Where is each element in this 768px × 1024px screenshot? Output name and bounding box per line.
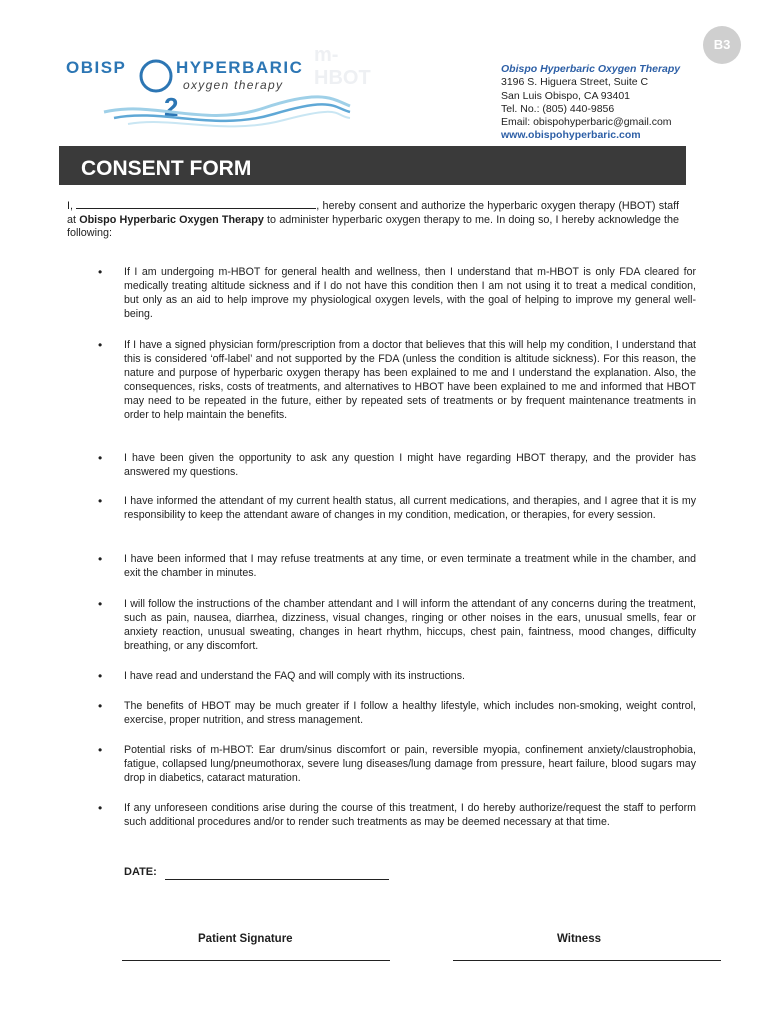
- witness-signature-label: Witness: [557, 933, 601, 945]
- date-field[interactable]: [165, 879, 389, 880]
- clinic-name: Obispo Hyperbaric Oxygen Therapy: [501, 63, 681, 75]
- patient-name-field[interactable]: [76, 198, 316, 209]
- intro-part2: to administer hyperbaric oxygen therapy to me. In doing so, I hereby acknowledge the following:: [67, 213, 680, 240]
- clinic-logo: [64, 44, 371, 130]
- logo-word-hyperbaric: HYPERBARIC: [176, 58, 304, 77]
- list-item: • I will follow the instructions of the chamber attendant and I will inform the attendant of any concerns during the treatment, such as pain, nausea, diarrhea, dizziness, visual changes, ringing or other noises in the ears, unusual smells, fear or anxiety reaction, unusual sweating, changes in heart rhythm, hiccups, chest pain, faintness, mood changes, difficulty breathing, or any discomfort.: [98, 597, 696, 653]
- list-item: • I have been given the opportunity to ask any question I might have regarding HBOT therapy, and the provider has answered my questions.: [98, 451, 696, 479]
- consent-intro: [67, 198, 679, 241]
- intro-clinic-name: Obispo Hyperbaric Oxygen Therapy: [79, 213, 264, 226]
- intro-part1: , hereby consent and authorize the hyperbaric oxygen therapy (HBOT) staff at: [67, 200, 679, 226]
- svg-text:2: 2: [164, 92, 179, 122]
- patient-signature-label: Patient Signature: [198, 933, 293, 945]
- list-item: • The benefits of HBOT may be much greater if I follow a healthy lifestyle, which includes non-smoking, weight control, exercise, proper nutrition, and stress management.: [98, 699, 696, 727]
- clinic-website-link[interactable]: www.obispohyperbaric.com: [501, 129, 641, 142]
- logo-tagline: oxygen therapy: [183, 78, 284, 92]
- clinic-address-line1: 3196 S. Higuera Street, Suite C: [501, 76, 649, 89]
- clinic-address-line2: San Luis Obispo, CA 93401: [501, 89, 631, 102]
- list-item: • I have read and understand the FAQ and will comply with its instructions.: [98, 669, 696, 683]
- clinic-email: Email: obispohyperbaric@gmail.com: [501, 116, 672, 129]
- list-item: • I have informed the attendant of my current health status, all current medications, and therapies, and I agree that it is my responsibility to keep the attendant aware of changes in my condition, medication, or therapies, for every session.: [98, 494, 696, 522]
- witness-signature-field[interactable]: [453, 960, 721, 961]
- list-item: • If any unforeseen conditions arise during the course of this treatment, I do hereby authorize/request the staff to perform such additional procedures and/or to render such treatments as may be deemed necessary at that time.: [98, 801, 696, 829]
- list-item: • If I am undergoing m-HBOT for general health and wellness, then I understand that m-HBOT is only FDA cleared for medically treating altitude sickness and if I do not have this condition then I am not using it to treat a medical condition, but only as an aid to help improve my physiological oxygen levels, with the goal of helping to improve my general well-being.: [98, 265, 696, 321]
- logo-word-obispo: OBISP: [66, 58, 127, 77]
- list-item: • Potential risks of m-HBOT: Ear drum/sinus discomfort or pain, reversible myopia, confinement anxiety/claustrophobia, fatigue, collapsed lung/pneumothorax, severe lung diseases/lung damage from pressure, heart failure, blood sugars may drop in diabetics, cataract maturation.: [98, 743, 696, 785]
- form-title: CONSENT FORM: [59, 146, 686, 185]
- intro-prefix: I,: [67, 200, 73, 212]
- date-label: DATE:: [124, 866, 157, 878]
- clinic-phone: Tel. No.: (805) 440-9856: [501, 102, 615, 115]
- page-badge: B3: [703, 26, 741, 64]
- clinic-contact-block: [501, 63, 680, 143]
- logo-watermark: m-HBOT: [314, 44, 371, 89]
- patient-signature-field[interactable]: [122, 960, 390, 961]
- list-item: • I have been informed that I may refuse treatments at any time, or even terminate a treatment while in the chamber, and exit the chamber in minutes.: [98, 552, 696, 580]
- list-item: • If I have a signed physician form/prescription from a doctor that believes that this will help my condition, I understand that this is considered ‘off-label’ and not supported by the FDA (unless the condition is altitude sickness). For this reason, the nature and purpose of hyperbaric oxygen therapy has been explained to me and I understand the explanation. Also, the consequences, risks, costs of treatments, and alternatives to HBOT have been explained to me and informed that HBOT may need to be repeated in the future, either by repeated sets of treatments or by frequent maintenance treatments in order to help maintain the benefits.: [98, 338, 696, 422]
